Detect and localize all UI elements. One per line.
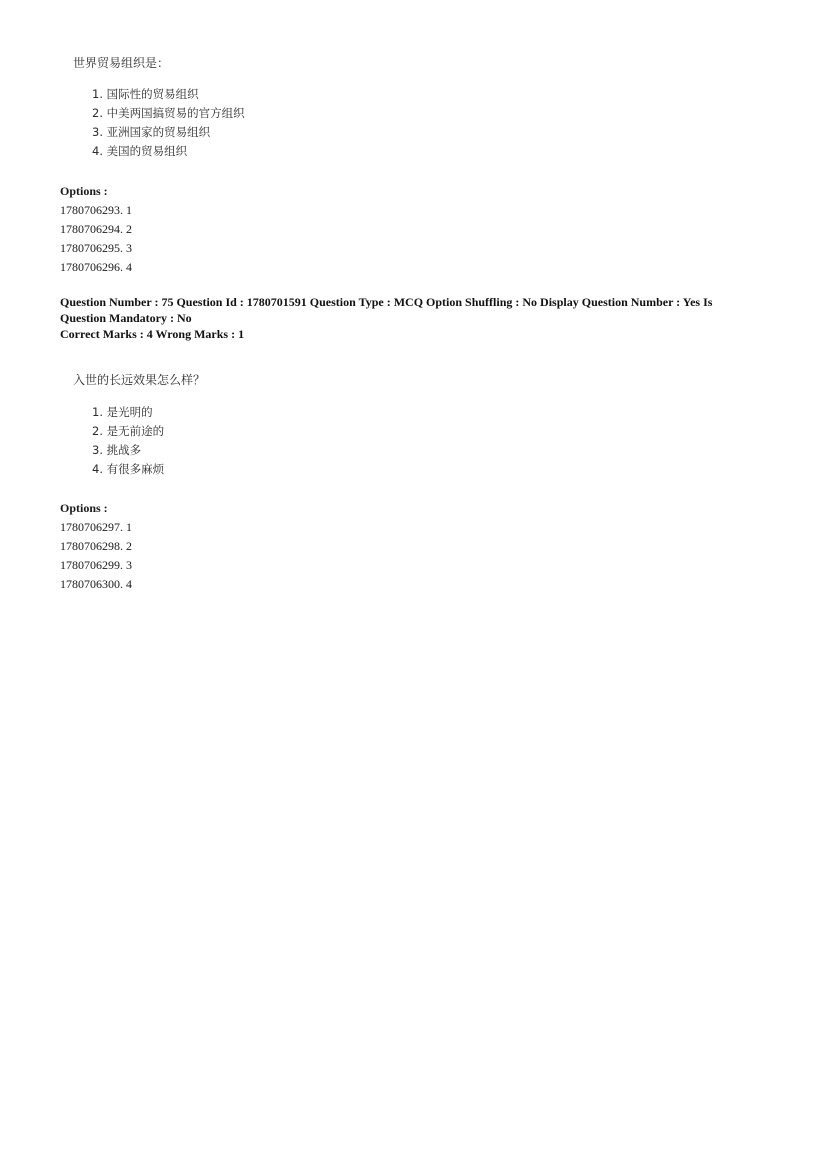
option-row: 1780706296. 4: [60, 260, 132, 274]
question-74-options: [60, 182, 132, 277]
question-75-meta-line-3: Correct Marks : 4 Wrong Marks : 1: [60, 327, 245, 341]
option-row: 1780706293. 1: [60, 203, 132, 217]
question-75-meta: [60, 294, 760, 342]
question-74-choice-2: 2. 中美两国搞贸易的官方组织: [92, 106, 245, 120]
question-74-choice-4: 4. 美国的贸易组织: [92, 144, 188, 158]
question-75-options: [60, 499, 132, 594]
option-row: 1780706295. 3: [60, 241, 132, 255]
question-75-choice-2: 2. 是无前途的: [92, 424, 165, 438]
question-75-image: [73, 372, 205, 479]
option-row: 1780706297. 1: [60, 520, 132, 534]
question-75-choice-1: 1. 是光明的: [92, 405, 153, 419]
question-74-choice-3: 3. 亚洲国家的贸易组织: [92, 125, 211, 139]
option-row: 1780706299. 3: [60, 558, 132, 572]
question-74-choice-1: 1. 国际性的贸易组织: [92, 87, 199, 101]
question-75-choice-3: 3. 挑战多: [92, 443, 142, 457]
option-row: 1780706294. 2: [60, 222, 132, 236]
question-75-choices: [76, 403, 205, 479]
question-75-meta-line-1: Question Number : 75 Question Id : 1780701591 Question Type : MCQ Option Shuffling : No Display Question Number : Yes Is: [60, 295, 713, 309]
question-74-image: [73, 55, 245, 161]
question-75-stem: 入世的长远效果怎么样？: [73, 373, 206, 387]
question-75-choice-4: 4. 有很多麻烦: [92, 462, 165, 476]
question-75-meta-line-2: Question Mandatory : No: [60, 311, 192, 325]
option-row: 1780706300. 4: [60, 577, 132, 591]
options-header: Options :: [60, 184, 108, 198]
question-74-stem: 世界贸易组织是：: [73, 56, 170, 70]
question-74-choices: [76, 85, 245, 161]
option-row: 1780706298. 2: [60, 539, 132, 553]
options-header: Options :: [60, 501, 108, 515]
